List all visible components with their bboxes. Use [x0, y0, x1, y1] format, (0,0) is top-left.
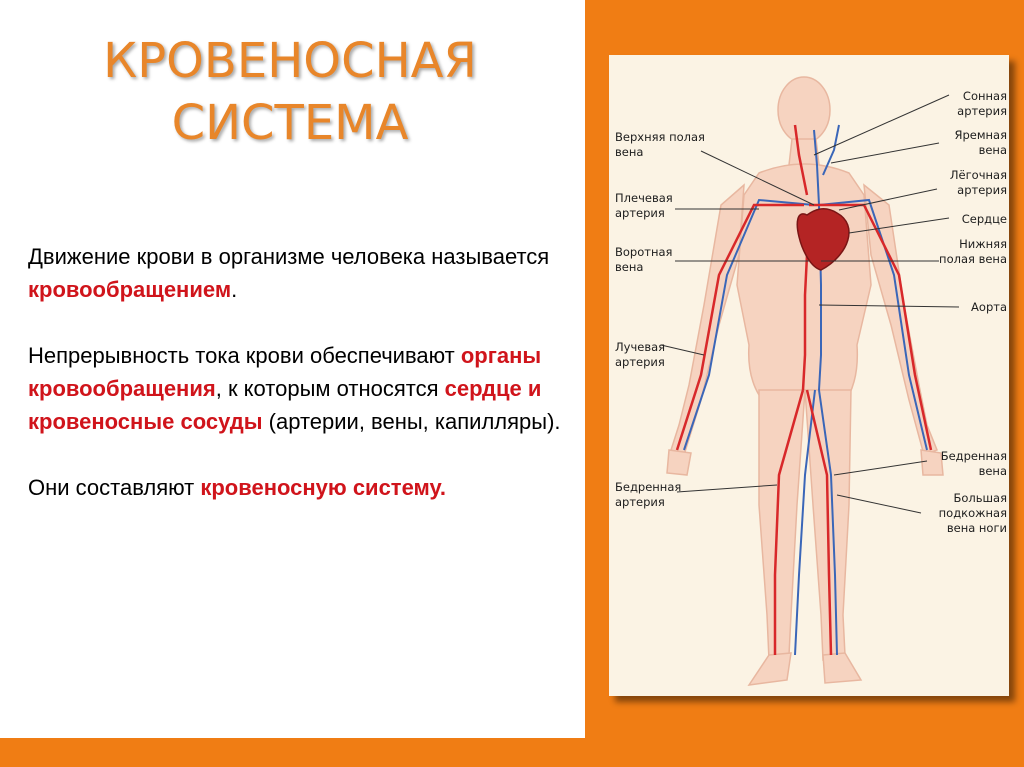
label-heart: Сердце	[961, 212, 1007, 226]
paragraph-circulation-organs	[28, 339, 573, 438]
label-jugular-vein: Яремная вена	[954, 128, 1007, 157]
bottom-orange-bar	[0, 738, 1024, 767]
highlight-heart-vessels: сердце и кровеносные сосуды	[28, 376, 542, 434]
slide-title: КРОВЕНОСНАЯ СИСТЕМА	[103, 33, 477, 151]
label-brachial-artery: Плечевая артерия	[615, 191, 673, 220]
body-text	[28, 240, 573, 537]
label-portal-vein: Воротная вена	[615, 245, 673, 274]
text-span: .	[231, 277, 238, 302]
text-span: Движение крови в организме человека называется	[28, 244, 550, 269]
highlight-organs: органы кровообращения	[28, 343, 542, 401]
label-aorta: Аорта	[971, 300, 1007, 314]
text-span: , к которым относятся	[215, 376, 445, 401]
circulatory-diagram	[609, 55, 1009, 696]
label-carotid-artery: Сонная артерия	[957, 89, 1007, 118]
label-inferior-vena-cava: Нижняя полая вена	[939, 237, 1007, 266]
paragraph-system	[28, 471, 573, 504]
paragraph-circulation-definition	[28, 240, 573, 306]
label-femoral-artery: Бедренная артерия	[615, 480, 682, 509]
label-great-saphenous-vein: Большая подкожная вена ноги	[938, 491, 1007, 535]
label-femoral-vein: Бедренная вена	[940, 449, 1007, 478]
label-radial-artery: Лучевая артерия	[615, 340, 666, 369]
highlight-system: кровеносную систему.	[200, 475, 446, 500]
label-superior-vena-cava: Верхняя полая вена	[615, 130, 705, 159]
text-span: Они составляют	[28, 475, 201, 500]
highlight-circulation: кровообращением	[28, 277, 232, 302]
arteries	[677, 125, 931, 655]
text-span: Непрерывность тока крови обеспечивают	[28, 343, 461, 368]
text-span: (артерии, вены, капилляры).	[262, 409, 561, 434]
body-silhouette	[667, 77, 943, 685]
label-pulmonary-artery: Лёгочная артерия	[949, 168, 1007, 197]
